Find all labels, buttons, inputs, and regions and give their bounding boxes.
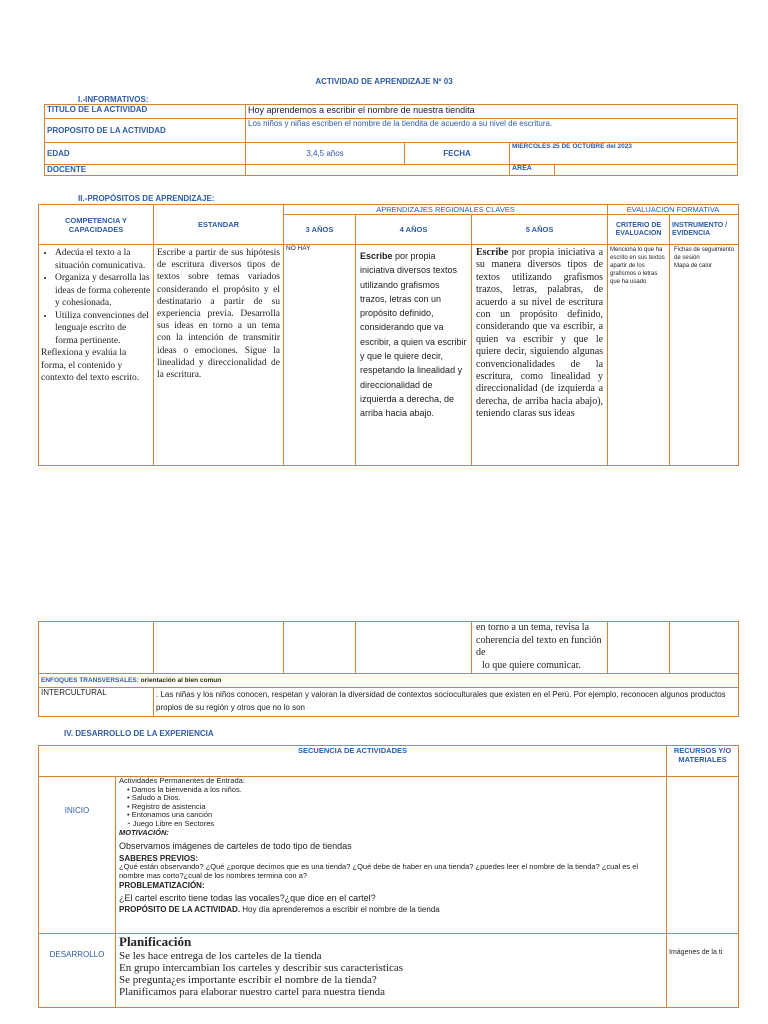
enfoques-row — [39, 674, 739, 688]
aprendizajes-header: APRENDIZAJES REGIONALES CLAVES — [284, 205, 608, 215]
edad-label: EDAD — [45, 143, 246, 165]
proposito-value: Los niños y niñas escriben el nombre de la tiendita de acuerdo a su nivel de escritura. — [246, 119, 738, 143]
enfoques-value: orientación al bien comun — [138, 677, 222, 684]
problematizacion-label: PROBLEMATIZACIÓN: — [119, 880, 205, 890]
competencia-header: COMPETENCIA Y CAPACIDADES — [39, 205, 154, 245]
proposito-row — [119, 904, 663, 915]
anios4-cell — [356, 245, 472, 466]
section-desarrollo: IV. DESARROLLO DE LA EXPERIENCIA — [64, 729, 214, 738]
enfoques-label: ENFOQUES TRANSVERSALES: — [41, 677, 139, 684]
saberes-text: ¿Qué están observando? ¿Qué ¿porque decimos que es una tienda? ¿Qué debe de haber en una tienda? ¿puedes leer el nombre de la tienda? ¿cual es el nombre mas corto?¿cual de los nombres termina con a? — [119, 862, 639, 880]
anios3-header: 3 AÑOS — [284, 215, 356, 245]
anios4-header: 4 AÑOS — [356, 215, 472, 245]
anios3-cell: NO HAY — [284, 245, 356, 466]
permanente-item: • Damos la bienvenida a los niños. — [127, 784, 242, 794]
criterio-header: CRITERIO DE EVALUACION — [608, 215, 670, 245]
desarrollo-line: En grupo intercambian los carteles y describir sus caracteristicas — [119, 962, 404, 974]
anios5-cont-1: en torno a un tema, revisa la coherencia del texto en función de — [476, 622, 602, 658]
evaluacion-header: EVALUACION FORMATIVA — [608, 205, 739, 215]
propositos-table — [38, 204, 739, 466]
informativos-table — [44, 104, 738, 176]
desarrollo-content — [116, 934, 667, 1008]
proposito-actividad-label: PROPÓSITO DE LA ACTIVIDAD. — [119, 904, 241, 914]
document-title: ACTIVIDAD DE APRENDIZAJE Nº 03 — [315, 77, 453, 86]
docente-label: DOCENTE — [45, 165, 246, 176]
section-propositos: II.-PROPÓSITOS DE APRENDIZAJE: — [78, 194, 215, 203]
competencia-item: • Adecúa el texto a la situación comunicativa. — [55, 247, 151, 272]
proposito-label: PROPOSITO DE LA ACTIVIDAD — [45, 119, 246, 143]
anios4-bold: Escribe — [360, 251, 393, 261]
titulo-label: TITULO DE LA ACTIVIDAD — [45, 105, 246, 119]
permanente-item: • Entonamos una canción — [127, 810, 213, 819]
motivacion-text: Observamos imágenes de carteles de todo tipo de tiendas — [119, 841, 352, 851]
inicio-label: INICIO — [39, 777, 116, 934]
estandar-cell: Escribe a partir de sus hipótesis de escritura diversos tipos de textos sobre temas variados considerando el propósito y el destinatario a partir de su experiencia previa. Desarrolla sus ideas en torno a un tema con la intención de transmitir ideas o emociones. Sigue la linealidad y direccionalidad de la escritura. — [154, 245, 284, 466]
estandar-header: ESTANDAR — [154, 205, 284, 245]
recursos-desarrollo: Imágenes de la ti — [667, 934, 739, 1008]
competencia-extra: Reflexiona y evalúa la forma, el contenido y contexto del texto escrito. — [41, 348, 140, 383]
competencia-item: • Organiza y desarrolla las ideas de forma coherente y cohesionada. — [55, 272, 151, 310]
permanente-item: • Registro de asistencia — [127, 801, 206, 811]
desarrollo-table — [38, 745, 739, 1008]
anios5-bold: Escribe — [476, 247, 509, 258]
anios5-text: por propia iniciativa a su manera diversos tipos de textos utilizando grafismos trazos, letras, palabras, de acuerdo a su nivel de escritura con un propósito definido, considerando que va escribir, a quien va escribir y que le quiere decir, siguiendo algunas convencionalidades de la escritura, como linealidad y direccionalidad (de izquierda a derecha, de arriba hacia abajo), teniendo claras sus ideas — [476, 247, 604, 420]
planificacion-title: Planificación — [119, 934, 192, 949]
motivacion-label: MOTIVACIÓN: — [119, 828, 169, 837]
desarrollo-line: Se les hace entrega de los carteles de la tienda — [119, 950, 322, 962]
instrumento-header: INSTRUMENTO / EVIDENCIA — [670, 215, 739, 245]
anios5-cell — [472, 245, 608, 466]
permanentes-title: Actividades Permanentes de Entrada: — [119, 776, 245, 785]
competencia-item: • Utiliza convenciones del lenguaje escrito de forma pertinente. — [55, 310, 151, 348]
anios5-header: 5 AÑOS — [472, 215, 608, 245]
competencias-cell — [39, 245, 154, 466]
proposito-actividad-text: Hoy día aprenderemos a escribir el nombre de la tienda — [240, 904, 440, 914]
inicio-content — [116, 777, 667, 934]
titulo-value: Hoy aprendemos a escribir el nombre de nuestra tiendita — [246, 105, 738, 119]
desarrollo-line: Planificamos para elaborar nuestro cartel para nuestra tienda — [119, 986, 386, 998]
recursos-header: RECURSOS Y/O MATERIALES — [667, 746, 739, 777]
intercultural-label: INTERCULTURAL — [39, 688, 154, 717]
edad-value: 3,4,5 años — [246, 143, 405, 165]
desarrollo-label: DESARROLLO — [39, 934, 116, 1008]
problematizacion-text: ¿El cartel escrito tiene todas las vocales?¿que dice en el cartel? — [119, 892, 376, 903]
instrumento-1: Fichas de seguimiento de sesión — [674, 247, 735, 261]
intercultural-value: . Las niñas y los niños conocen, respetan y valoran la diversidad de contextos socioculturales que existen en el Perú. Por ejemplo, reconocen algunos productos propios de su región y otros que no lo son — [154, 688, 739, 717]
permanente-item: ⁃ Juego Libre en Sectores — [127, 818, 215, 828]
propositos-continuation-table — [38, 621, 739, 717]
anios4-text: por propia iniciativa diversos textos utilizando grafismos trazos, letras con un propósito definido, considerando que va escribir, a quien va escribir y que le quiere decir, respetando la linealidad y direccionalidad de izquierda a derecha, de arriba hacia abajo. — [360, 251, 467, 419]
criterio-cell: Menciona lo que ha escrito en sus textos apartir de los grafismos o letras que ha usado — [608, 245, 670, 466]
saberes-label: SABERES PREVIOS: — [119, 854, 199, 863]
fecha-value: MIERCOLES 25 DE OCTUBRE del 2023 — [510, 143, 738, 165]
fecha-label: FECHA — [405, 143, 510, 165]
secuencia-header: SECUENCIA DE ACTIVIDADES — [39, 746, 667, 777]
instrumento-cell — [670, 245, 739, 466]
section-informativos: I.-INFORMATIVOS: — [78, 95, 149, 104]
anios5-cont-2: lo que quiere comunicar. — [482, 659, 581, 671]
permanente-item: • Saludo a Dios. — [127, 793, 181, 802]
instrumento-2: Mapa de calor — [674, 263, 713, 269]
anios5-continuation — [472, 622, 608, 674]
desarrollo-line: Se pregunta¿es importante escribir el nombre de la tienda? — [119, 974, 377, 986]
area-label: AREA — [510, 165, 555, 176]
